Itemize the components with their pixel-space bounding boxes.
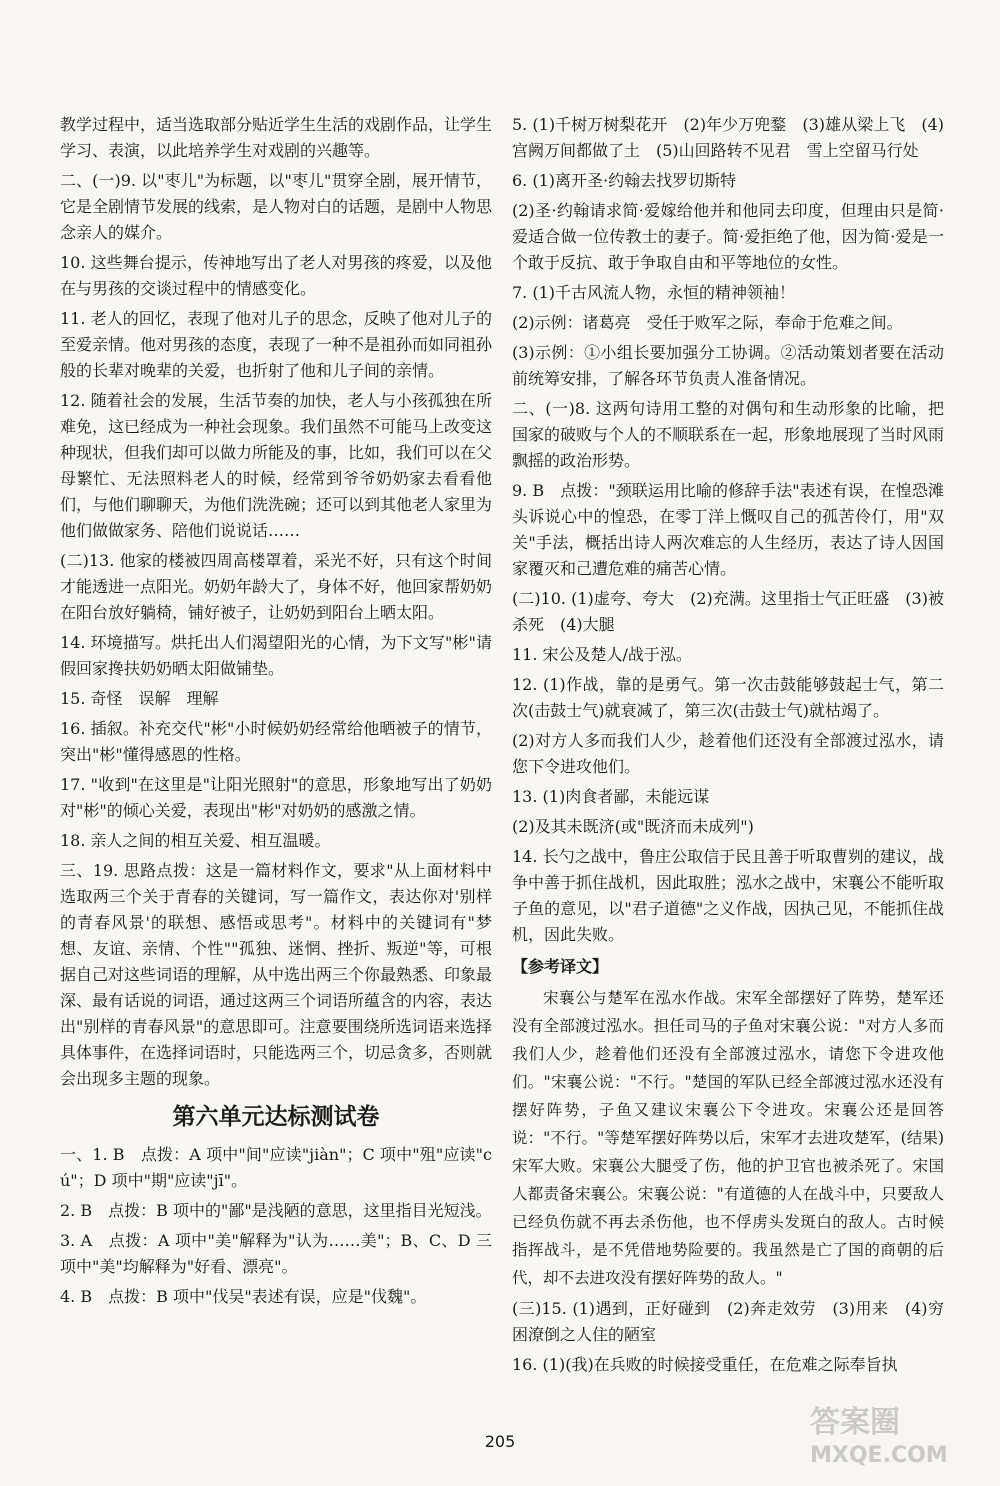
answer-paragraph: 二、(一)8. 这两句诗用工整的对偶句和生动形象的比喻，把国家的破败与个人的不顺联系在一起，形象地展现了当时风雨飘摇的政治形势。 — [512, 399, 945, 470]
answer-paragraph: (2)对方人多而我们人少，趁着他们还没有全部渡过泓水，请您下令进攻他们。 — [512, 731, 944, 776]
answer-paragraph: 16. 插叙。补充交代"彬"小时候奶奶经常给他晒被子的情节，突出"彬"懂得感恩的性格。 — [60, 719, 492, 764]
watermark-main-text: 答案圈 — [810, 1405, 900, 1440]
answer-paragraph: 4. B 点拨：B 项中"伐吴"表述有误，应是"伐魏"。 — [60, 1287, 427, 1306]
answer-paragraph: 16. (1)(我)在兵败的时候接受重任，在危难之际奉旨执 — [512, 1355, 898, 1374]
answer-paragraph: 9. B 点拨："颈联运用比喻的修辞手法"表述有误，在惶恐滩头诉说心中的惶恐，在零丁洋上慨叹自己的孤苦伶仃，用"双关"手法，概括出诗人两次难忘的人生经历，表达了诗人因国家覆灭和己遭危难的痛苦心情。 — [512, 481, 944, 578]
answer-paragraph: (2)圣·约翰请求简·爱嫁给他并和他同去印度，但理由只是简·爱适合做一位传教士的妻子。简·爱拒绝了他，因为简·爱是一个敢于反抗、敢于争取自由和平等地位的女性。 — [512, 201, 944, 272]
answer-paragraph: 6. (1)离开圣·约翰去找罗切斯特 — [512, 171, 737, 190]
answer-paragraph: (二)10. (1)虚夸、夸大 (2)充满。这里指士气正旺盛 (3)被杀死 (4)大腿 — [512, 589, 944, 634]
answer-paragraph: 一、1. B 点拨：A 项中"间"应读"jiàn"；C 项中"殂"应读"cú"；D 项中"期"应读"jī"。 — [60, 1145, 492, 1190]
page-number: 205 — [484, 1432, 516, 1451]
reference-translation: 宋襄公与楚军在泓水作战。宋军全部摆好了阵势，楚军还没有全部渡过泓水。担任司马的子鱼对宋襄公说："对方人多而我们人少，趁着他们还没有全部渡过泓水，请您下令进攻他们。"宋襄公说："不行。"楚国的军队已经全部渡过泓水还没有摆好阵势，子鱼又建议宋襄公下令进攻。宋襄公还是回答说："不行。"等楚军摆好阵势以后，宋军才去进攻楚军，(结果)宋军大败。宋襄公大腿受了伤，他的护卫官也被杀死了。宋国人都责备宋襄公。宋襄公说："有道德的人在战斗中，只要敌人已经负伤就不再去杀伤他，也不俘虏头发斑白的敌人。古时候指挥战斗，是不凭借地势险要的。我虽然是亡了国的商朝的后代，却不去进攻没有摆好阵势的敌人。" — [512, 989, 944, 1287]
answer-paragraph: (2)及其未既济(或"既济而未成列") — [512, 817, 754, 836]
answer-paragraph: 13. (1)肉食者鄙，未能远谋 — [512, 787, 710, 806]
answer-paragraph: 14. 长勺之战中，鲁庄公取信于民且善于听取曹刿的建议，战争中善于抓住战机，因此取胜；泓水之战中，宋襄公不能听取子鱼的意见，以"君子道德"之义作战，因执己见，不能抓住战机，因此失败。 — [512, 847, 945, 944]
answer-paragraph: 12. (1)作战，靠的是勇气。第一次击鼓能够鼓起士气，第二次(击鼓士气)就衰减了，第三次(击鼓士气)就枯竭了。 — [512, 675, 944, 720]
watermark-logo — [770, 1394, 980, 1474]
answer-paragraph: 14. 环境描写。烘托出人们渴望阳光的心情，为下文写"彬"请假回家搀扶奶奶晒太阳做铺垫。 — [60, 633, 492, 678]
answer-paragraph: 18. 亲人之间的相互关爱、相互温暖。 — [60, 831, 331, 850]
answer-paragraph: 15. 奇怪 误解 理解 — [60, 689, 219, 708]
answer-paragraph: 10. 这些舞台提示，传神地写出了老人对男孩的疼爱，以及他在与男孩的交谈过程中的情感变化。 — [60, 253, 492, 298]
answer-paragraph: 3. A 点拨：A 项中"美"解释为"认为……美"；B、C、D 三项中"美"均解释为"好看、漂亮"。 — [60, 1231, 492, 1276]
answer-paragraph: 7. (1)千古风流人物，永恒的精神领袖！ — [512, 283, 796, 302]
answer-paragraph: 5. (1)千树万树梨花开 (2)年少万兜鍪 (3)雄从梁上飞 (4)宫阙万间都做了土 (5)山回路转不见君 雪上空留马行处 — [512, 115, 944, 160]
answer-paragraph: 17. "收到"在这里是"让阳光照射"的意思，形象地写出了奶奶对"彬"的倾心关爱，表现出"彬"对奶奶的感激之情。 — [60, 775, 492, 820]
answer-paragraph: 三、19. 思路点拨：这是一篇材料作文，要求"从上面材料中选取两三个关于青春的关键词，写一篇作文，表达你对'别样的青春风景'的联想、感悟或思考"。材料中的关键词有"梦想、友谊、亲情、个性""孤独、迷惘、挫折、叛逆"等，可根据自己对这些词语的理解，从中选出两三个你最熟悉、印象最深、最有话说的词语，通过这两三个词语所蕴含的内容，表达出"别样的青春风景"的意思即可。注意要围绕所选词语来选择具体事件，在选择词语时，只能选两三个，切忌贪多，否则就会出现多主题的现象。 — [60, 861, 493, 1088]
left-column — [60, 112, 492, 1314]
answer-paragraph: (三)15. (1)遇到，正好碰到 (2)奔走效劳 (3)用来 (4)穷困潦倒之人住的陋室 — [512, 1299, 944, 1344]
answer-paragraph: (2)示例：诸葛亮 受任于败军之际，奉命于危难之间。 — [512, 313, 903, 332]
reference-translation-label: 【参考译文】 — [512, 957, 609, 976]
answer-paragraph: 教学过程中，适当选取部分贴近学生生活的戏剧作品，让学生学习、表演，以此培养学生对戏剧的兴趣等。 — [60, 115, 493, 160]
watermark-site-text: MXQE.COM — [810, 1443, 948, 1468]
answer-paragraph: (3)示例：①小组长要加强分工协调。②活动策划者要在活动前统筹安排，了解各环节负责人准备情况。 — [512, 343, 944, 388]
answer-paragraph: 2. B 点拨：B 项中的"鄙"是浅陋的意思，这里指目光短浅。 — [60, 1201, 492, 1220]
answer-paragraph: 11. 老人的回忆，表现了他对儿子的思念，反映了他对儿子的至爱亲情。他对男孩的态度，表现了一种不是祖孙而如同祖孙般的长辈对晚辈的关爱，也折射了他和儿子间的亲情。 — [60, 309, 493, 380]
section-heading: 第六单元达标测试卷 — [172, 1104, 380, 1130]
answer-paragraph: 二、(一)9. 以"枣儿"为标题，以"枣儿"贯穿全剧，展开情节，它是全剧情节发展的线索，是人物对白的话题，是剧中人物思念亲人的媒介。 — [60, 171, 493, 242]
right-column — [512, 112, 944, 1382]
answer-paragraph: (二)13. 他家的楼被四周高楼罩着，采光不好，只有这个时间才能透进一点阳光。奶奶年龄大了，身体不好，他回家帮奶奶在阳台放好躺椅，铺好被子，让奶奶到阳台上晒太阳。 — [60, 551, 493, 622]
answer-paragraph: 12. 随着社会的发展，生活节奏的加快，老人与小孩孤独在所难免，这已经成为一种社会现象。我们虽然不可能马上改变这种现状，但我们却可以做力所能及的事，比如，我们可以在父母繁忙、无法照料老人的时候，经常到爷爷奶奶家去看看他们，与他们聊聊天，为他们洗洗碗；还可以到其他老人家里为他们做做家务、陪他们说说话…… — [60, 391, 493, 540]
answer-paragraph: 11. 宋公及楚人/战于泓。 — [512, 645, 692, 664]
